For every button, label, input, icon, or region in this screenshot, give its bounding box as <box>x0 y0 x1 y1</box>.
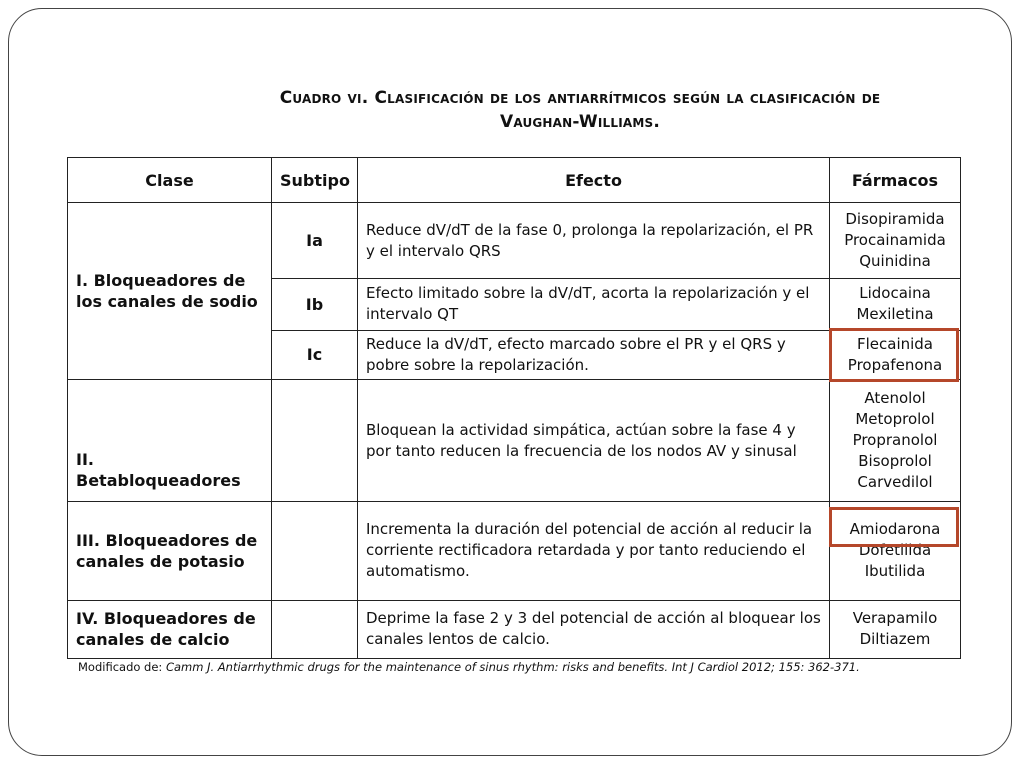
subtipo-cell <box>272 502 358 600</box>
caption-line-1: Cuadro vi. Clasificación de los antiarrítmicos según la clasificación de <box>279 88 881 108</box>
drug-name: Atenolol <box>864 389 926 408</box>
efecto-cell: Reduce dV/dT de la fase 0, prolonga la repolarización, el PR y el intervalo QRS <box>358 203 830 279</box>
header-efecto: Efecto <box>358 158 830 203</box>
table-caption <box>180 86 980 134</box>
header-clase: Clase <box>68 158 272 203</box>
subtipo-cell <box>272 379 358 502</box>
table-row <box>68 600 961 658</box>
antiarrhythmic-table <box>67 157 961 659</box>
farmacos-cell <box>830 279 961 330</box>
drug-name: Propranolol <box>852 431 938 450</box>
source-citation: Camm J. Antiarrhythmic drugs for the maintenance of sinus rhythm: risks and benefits. Int J Cardiol 2012; 155: 362-371. <box>165 660 860 674</box>
drug-name: Verapamilo <box>852 609 938 628</box>
subtipo-cell: Ia <box>272 203 358 279</box>
drug-name: Quinidina <box>859 252 931 271</box>
drug-name: Bisoprolol <box>858 452 932 471</box>
farmacos-cell <box>830 502 961 600</box>
header-row <box>68 158 961 203</box>
clase-cell: III. Bloqueadores de canales de potasio <box>68 502 272 600</box>
drug-name: Amiodarona <box>849 520 941 539</box>
subtipo-cell: Ib <box>272 279 358 330</box>
drug-name: Procainamida <box>844 231 946 250</box>
table-row <box>68 203 961 279</box>
drug-name: Metoprolol <box>855 410 935 429</box>
efecto-cell: Efecto limitado sobre la dV/dT, acorta la repolarización y el intervalo QT <box>358 279 830 330</box>
clase-cell: I. Bloqueadores de los canales de sodio <box>68 203 272 380</box>
header-farmacos: Fármacos <box>830 158 961 203</box>
subtipo-cell: Ic <box>272 330 358 379</box>
efecto-cell: Deprime la fase 2 y 3 del potencial de acción al bloquear los canales lentos de calcio. <box>358 600 830 658</box>
drug-name: Diltiazem <box>859 630 931 649</box>
farmacos-cell <box>830 600 961 658</box>
efecto-cell: Incrementa la duración del potencial de acción al reducir la corriente rectificadora retardada y por tanto reduciendo el automatismo. <box>358 502 830 600</box>
header-subtipo: Subtipo <box>272 158 358 203</box>
drug-name: Lidocaina <box>859 284 931 303</box>
table-row <box>68 502 961 600</box>
farmacos-cell <box>830 330 961 379</box>
efecto-cell: Reduce la dV/dT, efecto marcado sobre el PR y el QRS y pobre sobre la repolarización. <box>358 330 830 379</box>
drug-name: Carvedilol <box>857 473 933 492</box>
drug-name: Ibutilida <box>864 562 926 581</box>
drug-name: Dofetilida <box>858 541 932 560</box>
drug-name: Disopiramida <box>845 210 945 229</box>
drug-name: Propafenona <box>847 355 943 374</box>
caption-line-2: Vaughan-Williams. <box>499 112 661 132</box>
source-note <box>78 659 958 675</box>
drug-name: Flecainida <box>856 334 934 353</box>
farmacos-cell <box>830 203 961 279</box>
clase-cell: II. Betabloqueadores <box>68 379 272 502</box>
subtipo-cell <box>272 600 358 658</box>
source-prefix: Modificado de: <box>78 660 166 674</box>
clase-cell: IV. Bloqueadores de canales de calcio <box>68 600 272 658</box>
efecto-cell: Bloquean la actividad simpática, actúan sobre la fase 4 y por tanto reducen la frecuencia de los nodos AV y sinusal <box>358 379 830 502</box>
farmacos-cell <box>830 379 961 502</box>
table-row <box>68 379 961 502</box>
drug-name: Mexiletina <box>856 305 934 324</box>
